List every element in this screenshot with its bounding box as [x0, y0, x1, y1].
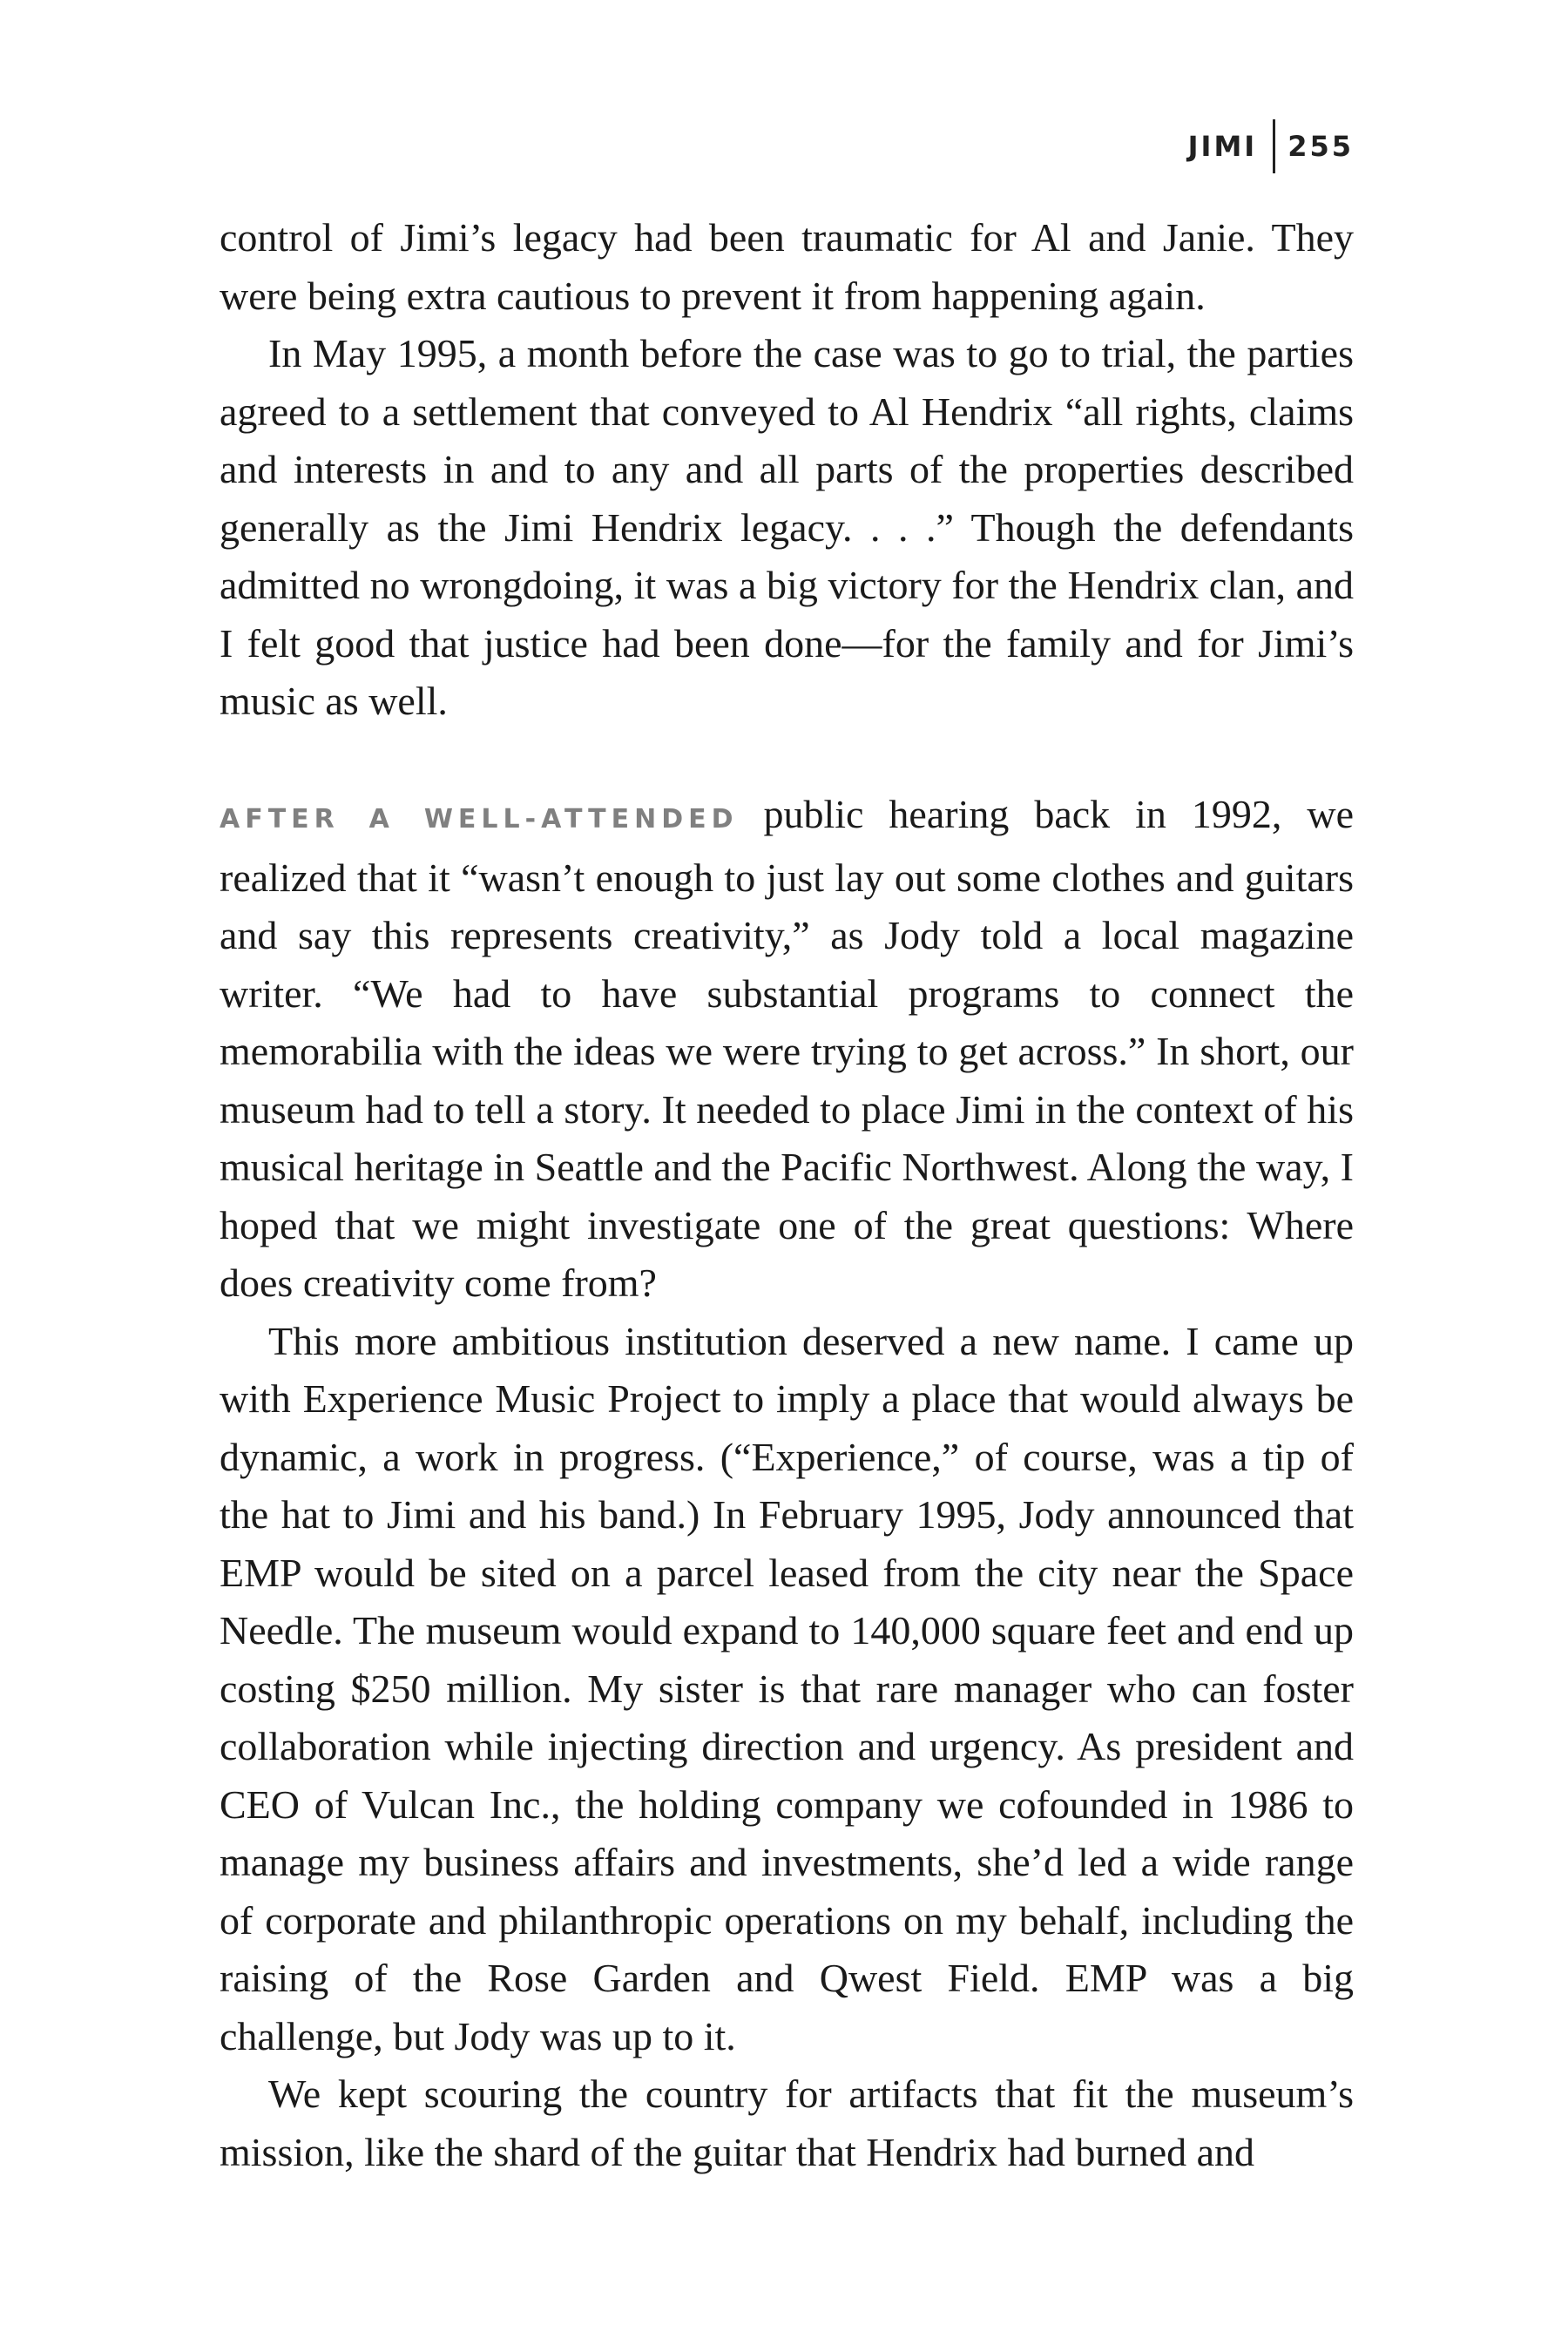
paragraph-continued: control of Jimi’s legacy had been traumatic for Al and Janie. They were being extra cautious to prevent it from happening again.: [220, 215, 1354, 318]
page-number: 255: [1288, 130, 1354, 163]
text-block-upper: [220, 209, 1354, 731]
paragraph-artifacts: We kept scouring the country for artifacts that fit the museum’s mission, like the shard of the guitar that Hendrix had burned and: [220, 2072, 1354, 2174]
paragraph-emp-name: This more ambitious institution deserved a new name. I came up with Experience Music Project to imply a place that would always be dynamic, a work in progress. (“Experience,” of course, was a tip of the hat to Jimi and his band.) In February 1995, Jody announced that EMP would be sited on a parcel leased from the city near the Space Needle. The museum would expand to 140,000 square feet and end up costing $250 million. My sister is that rare manager who can foster collaboration while injecting direction and urgency. As president and CEO of Vulcan Inc., the holding company we cofounded in 1986 to manage my business affairs and investments, she’d led a wide range of corporate and philanthropic operations on my behalf, including the raising of the Rose Garden and Qwest Field. EMP was a big challenge, but Jody was up to it.: [220, 1318, 1354, 2058]
text-block-lower: [220, 786, 1354, 2181]
running-head: [1188, 118, 1354, 174]
paragraph-settlement: In May 1995, a month before the case was to go to trial, the parties agreed to a settlement that conveyed to Al Hendrix “all rights, claims and interests in and to any and all parts of the properties described generally as the Jimi Hendrix legacy. . . .” Though the defendants admitted no wrongdoing, it was a big victory for the Hendrix clan, and I felt good that justice had been done—for the family and for Jimi’s music as well.: [220, 331, 1354, 723]
paragraph-section-start-text: public hearing back in 1992, we realized that it “wasn’t enough to just lay out some clothes and guitars and say this represents creativity,” as Jody told a local magazine writer. “We had to have substantial programs to connect the memorabilia with the ideas we were trying to get across.” In short, our museum had to tell a story. It needed to place Jimi in the context of his musical heritage in Seattle and the Pacific Northwest. Along the way, I hoped that we might investigate one of the great questions: Where does creativity come from?: [220, 792, 1355, 1305]
running-title: JIMI: [1187, 130, 1258, 163]
header-divider: [1273, 119, 1275, 173]
paragraph-section-start: [220, 786, 1354, 1313]
section-lead-in: AFTER A WELL-ATTENDED: [220, 804, 739, 835]
